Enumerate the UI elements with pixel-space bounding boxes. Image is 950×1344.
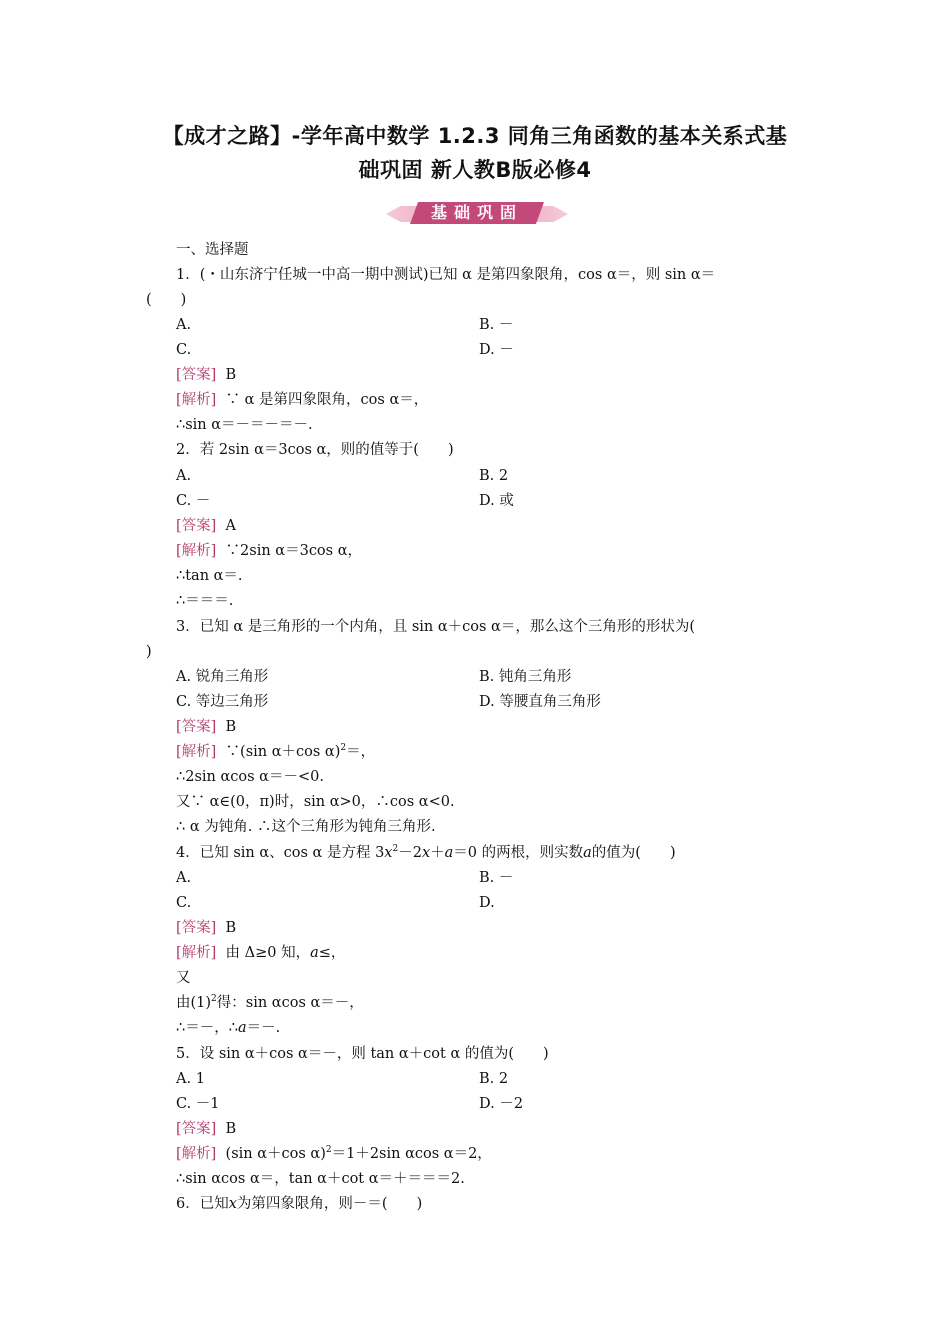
analysis-text-end: ≤，	[318, 945, 346, 961]
answer-tag: [答案]	[176, 920, 217, 936]
stem-text: 4．已知 sin α、cos α 是方程 3	[176, 845, 385, 861]
exponent: 2	[211, 994, 217, 1004]
q5-step-1: ∴sin αcos α＝，tan α＋cot α＝＋＝＝＝2.	[176, 1171, 465, 1187]
q2-step-1: ∴tan α＝.	[176, 568, 243, 584]
step-text: 得：sin αcos α＝－，	[216, 995, 364, 1011]
q3-option-d: D. 等腰直角三角形	[479, 694, 601, 710]
exponent: 2	[392, 844, 399, 854]
q5-option-b: B. 2	[479, 1071, 509, 1087]
document-title-line-2: 础巩固 新人教B版必修4	[358, 158, 592, 182]
q2-option-a: A.	[176, 468, 192, 484]
q4-answer	[176, 916, 236, 941]
q4-step-3	[176, 1016, 280, 1041]
question-5-stem: 5．设 sin α＋cos α＝－，则 tan α＋cot α 的值为( )	[176, 1046, 549, 1062]
question-1-stem: 1．(・山东济宁任城一中高一期中测试)已知 α 是第四象限角，cos α＝，则 sin α＝	[176, 267, 716, 283]
q5-option-a: A. 1	[176, 1071, 205, 1087]
q3-option-b: B. 钝角三角形	[479, 669, 572, 685]
var-x: x	[384, 845, 393, 861]
var-a: a	[444, 845, 454, 861]
stem-text: －2	[398, 845, 422, 861]
var-x: x	[228, 1196, 237, 1212]
answer-tag: [答案]	[176, 518, 217, 534]
q1-option-d: D. －	[479, 342, 514, 358]
answer-value: A	[225, 518, 237, 534]
section-banner	[386, 200, 568, 226]
step-text: ＝－.	[246, 1020, 281, 1036]
analysis-tag: [解析]	[176, 392, 217, 408]
q3-step-2: 又∵ α∈(0，π)时，sin α>0，∴cos α<0.	[176, 794, 455, 810]
q4-option-a: A.	[176, 870, 192, 886]
document-title-line-1: 【成才之路】-学年高中数学 1.2.3 同角三角函数的基本关系式基	[162, 124, 788, 148]
step-text: 由(1)	[176, 995, 212, 1011]
stem-text: 6．已知	[176, 1196, 229, 1212]
answer-value: B	[225, 367, 237, 383]
q1-answer	[176, 363, 236, 388]
stem-text: 的值为( )	[591, 845, 676, 861]
q5-option-c: C. －1	[176, 1096, 220, 1112]
q4-option-d: D.	[479, 895, 495, 911]
analysis-text-end: ＝，	[346, 744, 376, 760]
analysis-text: (sin α＋cos α)	[225, 1146, 326, 1162]
question-6-stem	[176, 1192, 422, 1217]
question-3-stem: 3．已知 α 是三角形的一个内角，且 sin α＋cos α＝，那么这个三角形的形状为(	[176, 619, 696, 635]
answer-tag: [答案]	[176, 1121, 217, 1137]
question-1-stem-cont: ( )	[146, 292, 187, 308]
q4-step-2	[176, 991, 364, 1016]
answer-value: B	[225, 920, 237, 936]
q2-option-d: D. 或	[479, 493, 514, 509]
q4-step-1: 又	[176, 970, 191, 986]
answer-value: B	[225, 719, 237, 735]
q1-option-c: C.	[176, 342, 192, 358]
q2-analysis	[176, 539, 362, 564]
analysis-tag: [解析]	[176, 744, 217, 760]
q2-option-c: C. －	[176, 493, 211, 509]
analysis-text: 由 Δ≥0 知，	[225, 945, 311, 961]
answer-tag: [答案]	[176, 367, 217, 383]
var-a: a	[237, 1020, 247, 1036]
analysis-text: ∵(sin α＋cos α)	[225, 744, 341, 760]
analysis-tag: [解析]	[176, 945, 217, 961]
q5-option-d: D. －2	[479, 1096, 524, 1112]
q1-option-a: A.	[176, 317, 192, 333]
exponent: 2	[325, 1145, 332, 1155]
analysis-text-end: ＝1＋2sin αcos α＝2，	[331, 1146, 492, 1162]
q1-analysis	[176, 388, 428, 413]
stem-text: 为第四象限角，则－＝( )	[236, 1196, 423, 1212]
q2-option-b: B. 2	[479, 468, 509, 484]
stem-text: ＝0 的两根，则实数	[453, 845, 584, 861]
q3-step-1: ∴2sin αcos α＝－<0.	[176, 769, 324, 785]
var-a: a	[310, 945, 319, 961]
q4-analysis	[176, 941, 345, 966]
step-text: ∴＝－，∴	[176, 1020, 238, 1036]
banner-label: 基础巩固	[430, 203, 523, 222]
answer-value: B	[225, 1121, 237, 1137]
q3-analysis	[176, 740, 375, 765]
q2-step-2: ∴＝＝＝.	[176, 593, 234, 609]
q3-option-a: A. 锐角三角形	[176, 669, 269, 685]
exponent: 2	[340, 743, 347, 753]
q1-step-1: ∴sin α＝－＝－＝－.	[176, 417, 313, 433]
analysis-tag: [解析]	[176, 1146, 217, 1162]
question-2-stem: 2．若 2sin α＝3cos α，则的值等于( )	[176, 442, 454, 458]
q1-option-b: B. －	[479, 317, 514, 333]
stem-text: ＋	[430, 845, 445, 861]
answer-tag: [答案]	[176, 719, 217, 735]
q5-analysis	[176, 1142, 492, 1167]
var-x: x	[421, 845, 431, 861]
q3-option-c: C. 等边三角形	[176, 694, 269, 710]
section-heading: 一、选择题	[176, 242, 249, 258]
question-4-stem	[176, 841, 676, 866]
question-3-stem-cont: )	[146, 644, 152, 660]
q4-option-b: B. －	[479, 870, 514, 886]
q4-option-c: C.	[176, 895, 192, 911]
q5-answer	[176, 1117, 236, 1142]
analysis-text: ∵ α 是第四象限角，cos α＝，	[225, 392, 429, 408]
analysis-tag: [解析]	[176, 543, 217, 559]
q2-answer	[176, 514, 236, 539]
var-a: a	[583, 845, 592, 861]
q3-answer	[176, 715, 236, 740]
q3-step-3: ∴ α 为钝角. ∴这个三角形为钝角三角形.	[176, 819, 436, 835]
analysis-text: ∵2sin α＝3cos α，	[225, 543, 363, 559]
